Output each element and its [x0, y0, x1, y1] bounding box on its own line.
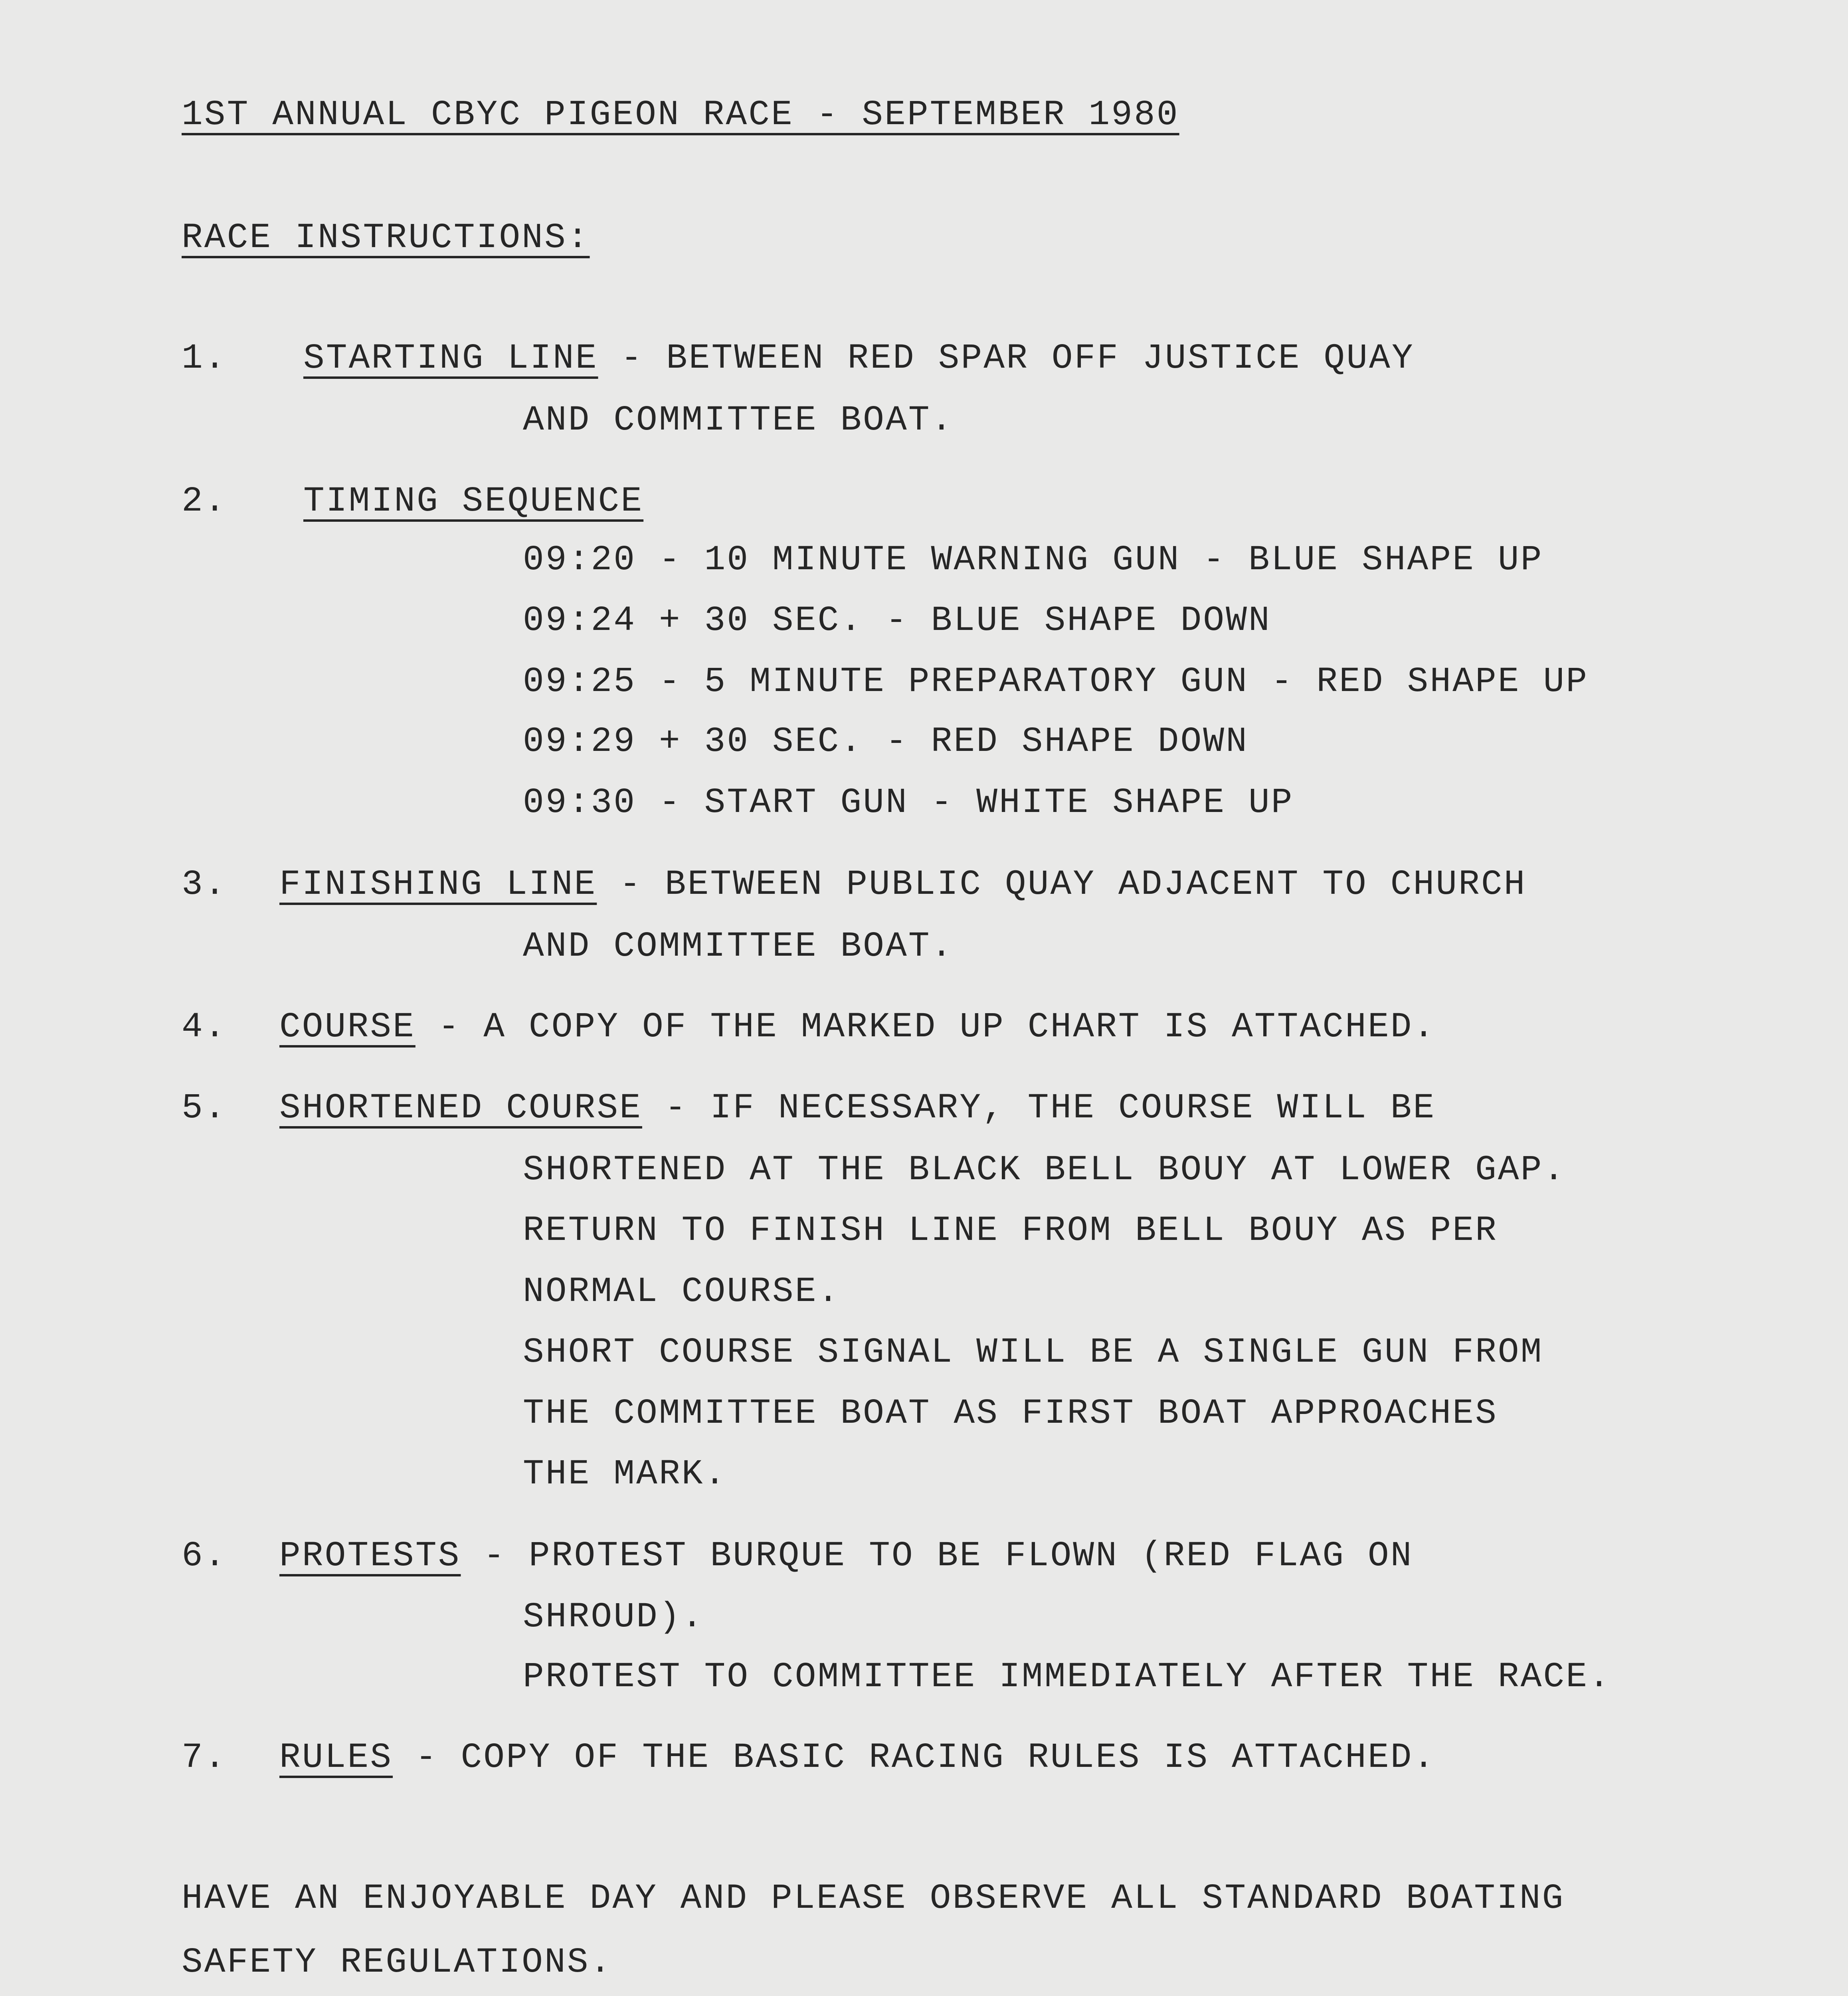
document-title: 1ST ANNUAL CBYC PIGEON RACE - SEPTEMBER 1980: [182, 95, 1179, 135]
timing-line: 09:24 + 30 SEC. - BLUE SHAPE DOWN: [523, 601, 1271, 641]
item-line: AND COMMITTEE BOAT.: [523, 401, 954, 440]
item-line: PROTEST TO COMMITTEE IMMEDIATELY AFTER THE RACE.: [523, 1657, 1611, 1697]
item-number: 1.: [182, 339, 227, 378]
closing-line: HAVE AN ENJOYABLE DAY AND PLEASE OBSERVE ALL STANDARD BOATING: [182, 1879, 1565, 1919]
item-heading: SHORTENED COURSE: [279, 1089, 642, 1128]
item-text: - COPY OF THE BASIC RACING RULES IS ATTACHED.: [393, 1738, 1436, 1778]
timing-line: 09:30 - START GUN - WHITE SHAPE UP: [523, 783, 1294, 823]
timing-line: 09:29 + 30 SEC. - RED SHAPE DOWN: [523, 722, 1248, 762]
item-line: THE COMMITTEE BOAT AS FIRST BOAT APPROACHES: [523, 1394, 1498, 1434]
item-line: AND COMMITTEE BOAT.: [523, 927, 954, 966]
timing-line: 09:25 - 5 MINUTE PREPARATORY GUN - RED SHAPE UP: [523, 662, 1589, 702]
item-text: - PROTEST BURQUE TO BE FLOWN (RED FLAG ON: [461, 1537, 1413, 1576]
timing-line: 09:20 - 10 MINUTE WARNING GUN - BLUE SHAPE UP: [523, 541, 1543, 580]
item-line: NORMAL COURSE.: [523, 1272, 841, 1312]
item-line: SHORTENED AT THE BLACK BELL BOUY AT LOWER GAP.: [523, 1150, 1566, 1190]
item-number: 4.: [182, 1008, 227, 1047]
item-line: SHROUD).: [523, 1598, 704, 1637]
item-heading: RULES: [279, 1738, 393, 1778]
item-line: SHORT COURSE SIGNAL WILL BE A SINGLE GUN FROM: [523, 1333, 1543, 1372]
item-text: - BETWEEN RED SPAR OFF JUSTICE QUAY: [598, 339, 1415, 378]
document-subtitle: RACE INSTRUCTIONS:: [182, 218, 590, 258]
item-heading: COURSE: [279, 1008, 416, 1047]
item-line: RETURN TO FINISH LINE FROM BELL BOUY AS PER: [523, 1211, 1498, 1251]
item-number: 3.: [182, 865, 227, 905]
item-number: 2.: [182, 482, 227, 521]
closing-line: SAFETY REGULATIONS.: [182, 1943, 613, 1982]
item-text: - IF NECESSARY, THE COURSE WILL BE: [642, 1089, 1436, 1128]
item-heading: TIMING SEQUENCE: [303, 482, 644, 521]
item-number: 5.: [182, 1089, 227, 1128]
item-number: 7.: [182, 1738, 227, 1778]
item-line: THE MARK.: [523, 1455, 727, 1494]
item-text: - BETWEEN PUBLIC QUAY ADJACENT TO CHURCH: [597, 865, 1527, 905]
item-text: - A COPY OF THE MARKED UP CHART IS ATTACHED.: [415, 1008, 1436, 1047]
item-number: 6.: [182, 1537, 227, 1576]
item-heading: PROTESTS: [279, 1537, 461, 1576]
item-heading: FINISHING LINE: [279, 865, 597, 905]
item-heading: STARTING LINE: [303, 339, 598, 378]
